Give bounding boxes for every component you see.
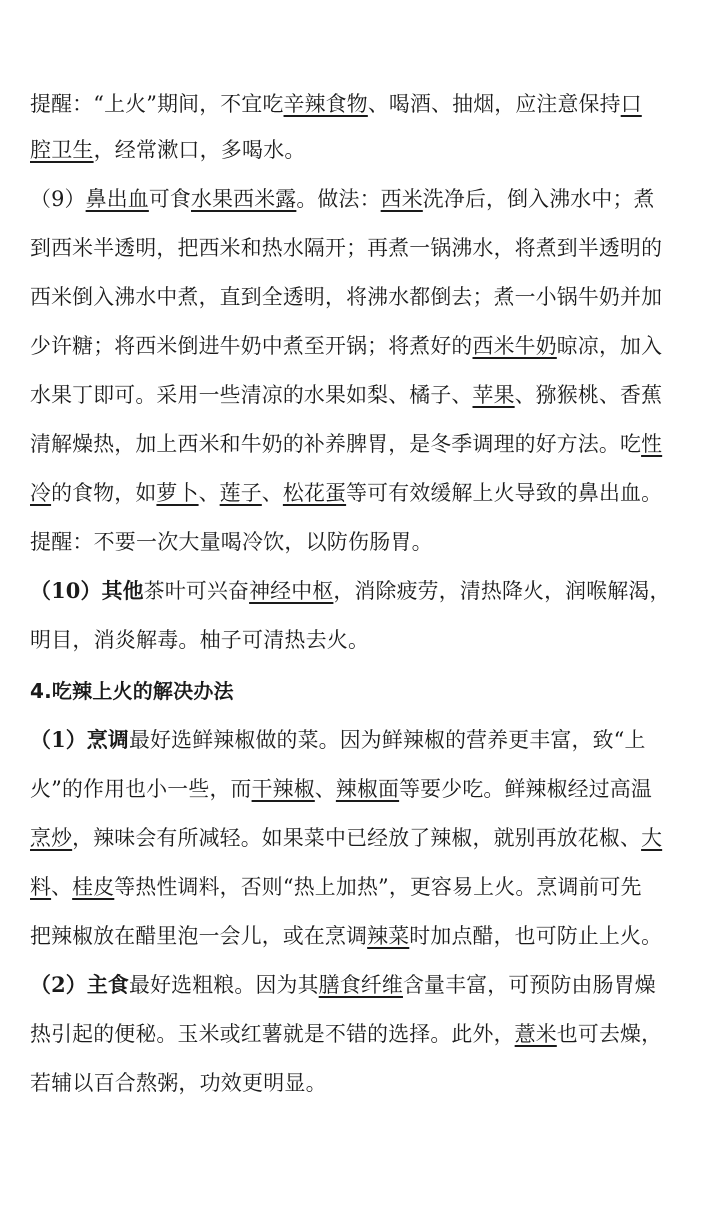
underlined-term: 干辣椒 [251,777,315,801]
text-segment: 晾凉，加入 [556,334,663,358]
bold-label: （10）其他 [30,578,144,603]
underlined-term: 腔卫生 [30,138,94,162]
text-segment: 等热性调料，否则“热上加热”，更容易上火。烹调前可先 [114,875,642,899]
text-line [30,916,686,956]
underlined-term: 松花蛋 [282,481,347,505]
underlined-term: 苹果 [472,383,515,407]
text-segment: （9） [30,187,86,211]
text-line [30,473,686,513]
underlined-term: 烹炒 [30,826,73,850]
text-segment: 火”的作用也小一些，而 [30,777,252,801]
underlined-term: 辣椒面 [335,777,400,801]
text-segment: 、猕猴桃、香蕉 [514,383,663,407]
text-segment: 等要少吃。鲜辣椒经过高温 [399,777,652,801]
text-line [30,277,686,317]
underlined-term: 料 [30,875,52,899]
underlined-term: 西米 [380,187,423,211]
underlined-term: 薏米 [514,1022,557,1046]
text-segment: 提醒：不要一次大量喝冷饮，以防伤肠胃。 [30,530,433,554]
text-segment: 、 [51,875,73,899]
underlined-term: 莲子 [219,481,262,505]
text-segment: 热引起的便秘。玉米或红薯就是不错的选择。此外， [30,1022,515,1046]
text-segment: 4.吃辣上火的解决办法 [30,679,234,703]
text-segment: 清解燥热，加上西米和牛奶的补养脾胃，是冬季调理的好方法。吃 [30,432,642,456]
text-segment: 、 [314,777,336,801]
underlined-term: 辣菜 [367,924,410,948]
text-segment: 提醒：“上火”期间，不宜吃 [30,92,284,116]
underlined-term: 口 [620,92,642,116]
text-segment: ，消除疲劳，清热降火，润喉解渴， [333,579,671,603]
underlined-term: 大 [641,826,663,850]
text-line [30,179,686,219]
text-line [30,228,686,268]
text-segment: 到西米半透明，把西米和热水隔开；再煮一锅沸水，将煮到半透明的 [30,236,663,260]
text-segment: 若辅以百合熬粥，功效更明显。 [30,1071,327,1095]
text-line [30,1014,686,1054]
text-segment: 也可去燥， [556,1022,663,1046]
text-segment: 最好选鲜辣椒做的菜。因为鲜辣椒的营养更丰富，致“上 [129,728,646,752]
text-segment: 洗净后，倒入沸水中；煮 [422,187,655,211]
text-segment: 含量丰富，可预防由肠胃燥 [402,973,656,997]
text-line [30,522,690,562]
text-line [30,720,686,760]
text-segment: 、喝酒、抽烟，应注意保持 [367,92,621,116]
text-segment: 茶叶可兴奋 [143,579,250,603]
text-segment: 等可有效缓解上火导致的鼻出血。 [346,481,663,505]
text-line [30,769,686,809]
text-line [30,965,686,1005]
text-segment: ，经常漱口，多喝水。 [93,138,306,162]
text-line [30,84,686,124]
text-line [30,326,686,366]
text-segment: 把辣椒放在醋里泡一会儿，或在烹调 [30,924,368,948]
section-heading [30,671,690,711]
text-segment: 时加点醋，也可防止上火。 [409,924,663,948]
underlined-term: 鼻出血 [85,187,149,211]
underlined-term: 水果西米露 [191,187,297,211]
underlined-term: 桂皮 [72,875,115,899]
underlined-term: 膳食纤维 [318,973,403,997]
text-segment: 西米倒入沸水中煮，直到全透明，将沸水都倒去；煮一小锅牛奶并加 [30,285,663,309]
text-line [30,375,686,415]
underlined-term: 萝卜 [156,481,199,505]
text-segment: 、 [261,481,283,505]
text-line [30,818,686,858]
text-segment: 少许糖；将西米倒进牛奶中煮至开锅；将煮好的 [30,334,473,358]
underlined-term: 神经中枢 [249,579,334,603]
text-segment: 明目，消炎解毒。柚子可清热去火。 [30,628,370,652]
text-segment: ，辣味会有所减轻。如果菜中已经放了辣椒，就别再放花椒、 [72,826,642,850]
text-segment: 、 [198,481,220,505]
underlined-term: 西米牛奶 [472,334,557,358]
text-segment: 水果丁即可。采用一些清凉的水果如梨、橘子、 [30,383,473,407]
text-line [30,571,686,611]
text-line [30,620,690,660]
underlined-term: 冷 [30,481,52,505]
underlined-term: 性 [641,432,663,456]
text-segment: 可食 [148,187,192,211]
underlined-term: 辛辣食物 [283,92,368,116]
text-segment: 最好选粗粮。因为其 [129,973,319,997]
text-segment: 的食物，如 [51,481,157,505]
bold-label: （1）烹调 [30,727,130,752]
text-line [30,130,690,170]
text-segment: 。做法： [296,187,381,211]
bold-label: （2）主食 [30,972,130,997]
text-line [30,1063,690,1103]
text-line [30,424,686,464]
text-line [30,867,686,907]
